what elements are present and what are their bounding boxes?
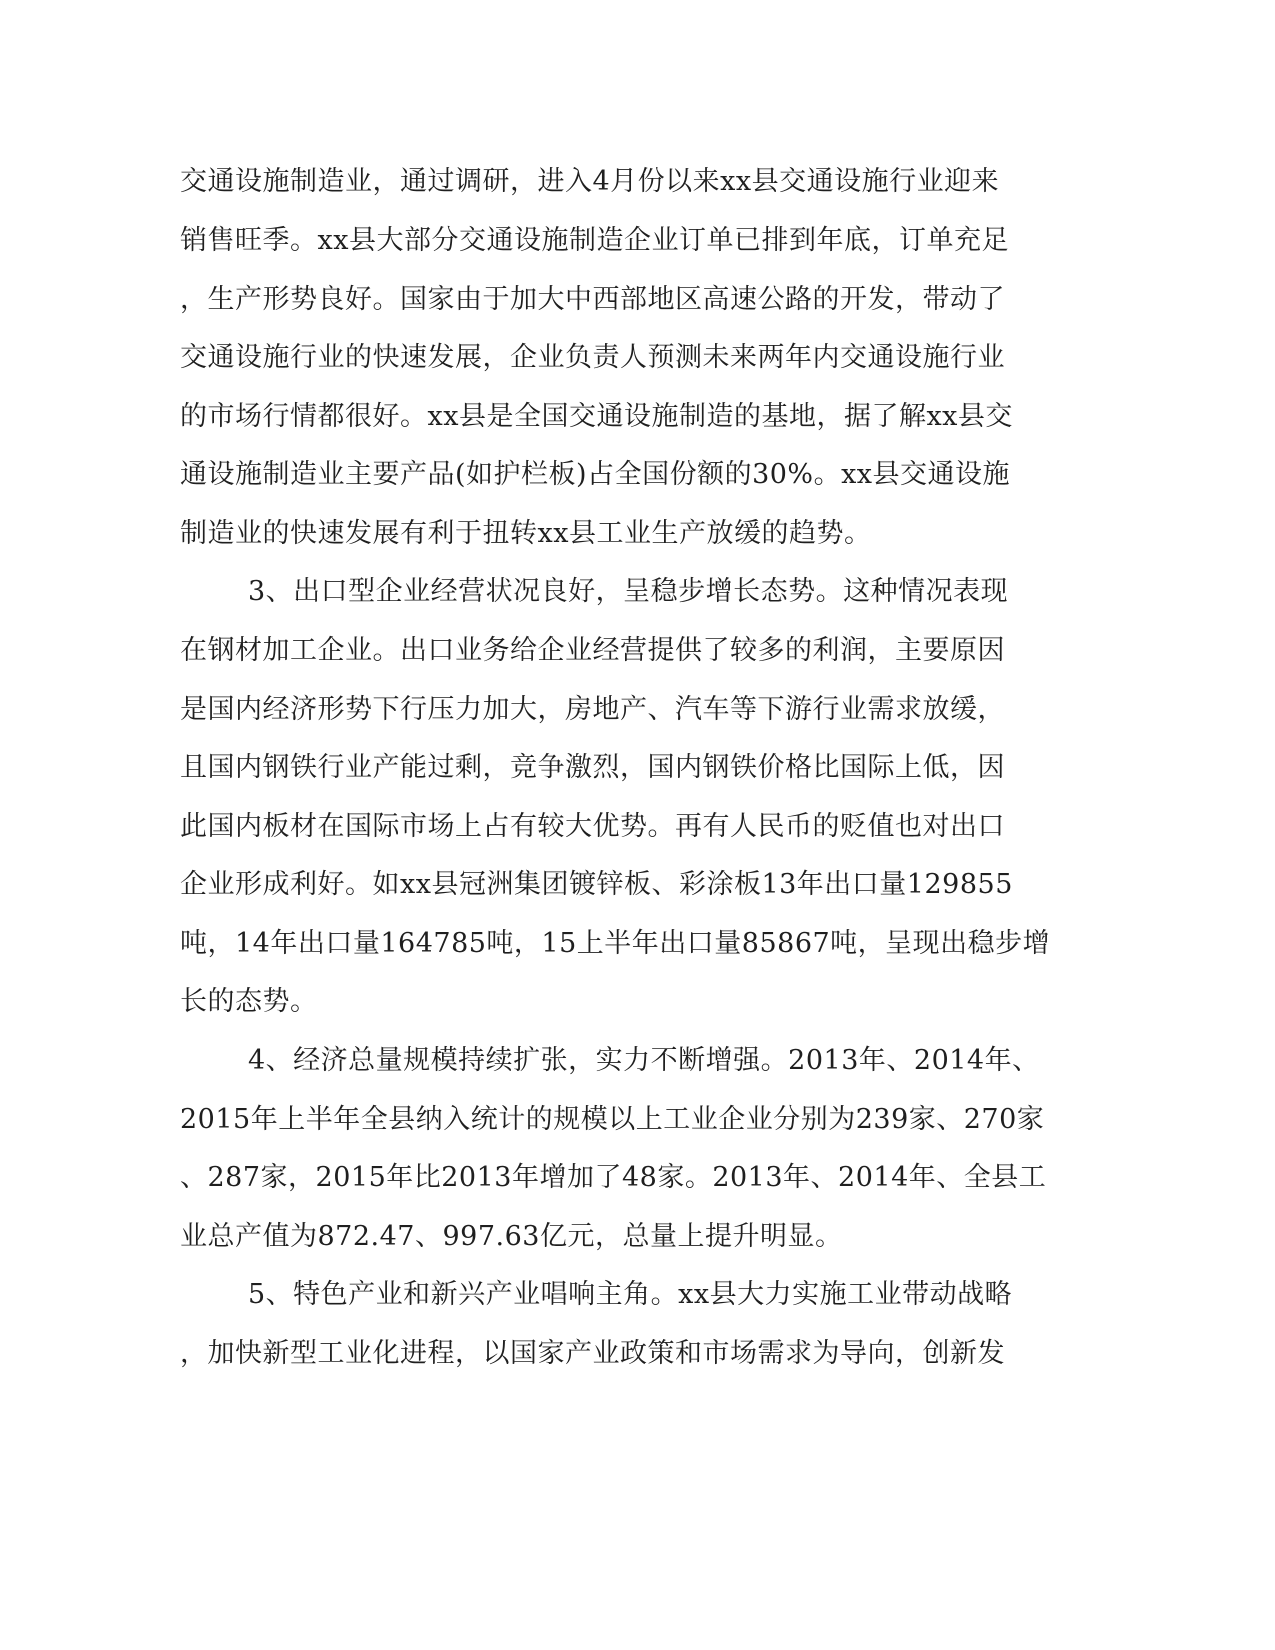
text-line: 的市场行情都很好。xx县是全国交通设施制造的基地，据了解xx县交 [180, 401, 1013, 432]
text-line: 长的态势。 [180, 986, 318, 1017]
text-line: 且国内钢铁行业产能过剩，竞争激烈，国内钢铁价格比国际上低，因 [180, 752, 1005, 783]
text-line: 吨，14年出口量164785吨，15上半年出口量85867吨，呈现出稳步增 [180, 928, 1051, 959]
text-line: 通设施制造业主要产品(如护栏板)占全国份额的30%。xx县交通设施 [180, 459, 1011, 490]
text-line: 交通设施制造业，通过调研，进入4月份以来xx县交通设施行业迎来 [180, 166, 1000, 197]
text-line: 5、特色产业和新兴产业唱响主角。xx县大力实施工业带动战略 [248, 1279, 1013, 1310]
text-line: 2015年上半年全县纳入统计的规模以上工业企业分别为239家、270家 [180, 1104, 1045, 1135]
text-line: 销售旺季。xx县大部分交通设施制造企业订单已排到年底，订单充足 [180, 225, 1009, 256]
text-line: 企业形成利好。如xx县冠洲集团镀锌板、彩涂板13年出口量129855 [180, 869, 1013, 900]
text-line: 此国内板材在国际市场上占有较大优势。再有人民币的贬值也对出口 [180, 811, 1005, 842]
text-line: 、287家，2015年比2013年增加了48家。2013年、2014年、全县工 [180, 1162, 1047, 1193]
text-line: ，生产形势良好。国家由于加大中西部地区高速公路的开发，带动了 [180, 284, 1005, 315]
text-line: 3、出口型企业经营状况良好，呈稳步增长态势。这种情况表现 [248, 576, 1009, 607]
text-line: 是国内经济形势下行压力加大，房地产、汽车等下游行业需求放缓， [180, 694, 1005, 725]
text-line: 业总产值为872.47、997.63亿元，总量上提升明显。 [180, 1221, 843, 1252]
text-line: 制造业的快速发展有利于扭转xx县工业生产放缓的趋势。 [180, 518, 872, 549]
text-line: 4、经济总量规模持续扩张，实力不断增强。2013年、2014年、 [248, 1045, 1040, 1076]
text-line: 在钢材加工企业。出口业务给企业经营提供了较多的利润，主要原因 [180, 635, 1005, 666]
text-line: ，加快新型工业化进程，以国家产业政策和市场需求为导向，创新发 [180, 1338, 1005, 1369]
text-line: 交通设施行业的快速发展，企业负责人预测未来两年内交通设施行业 [180, 342, 1005, 373]
